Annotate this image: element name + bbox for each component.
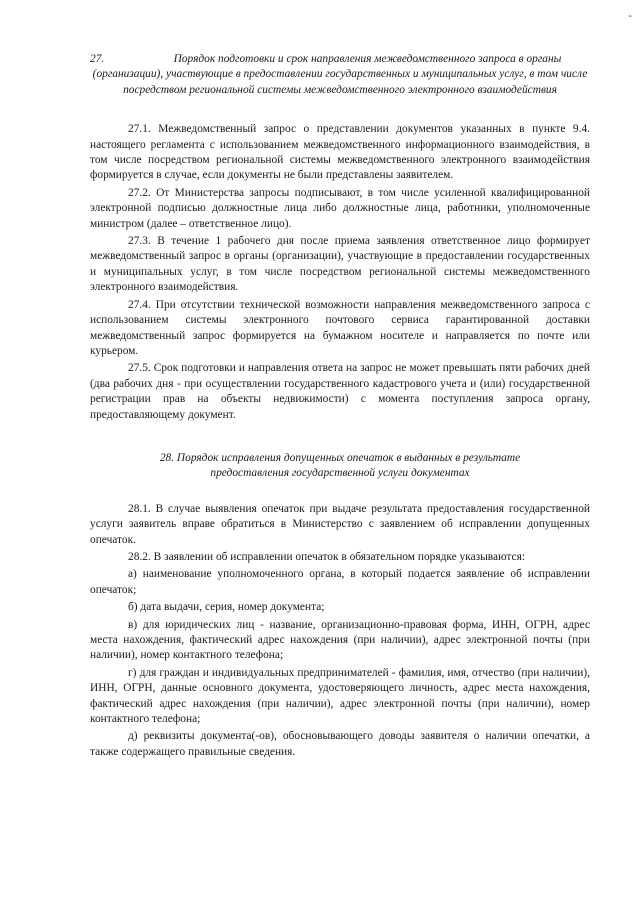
paragraph-28-1: 28.1. В случае выявления опечаток при выдаче результата предоставления государственной услуги заявитель вправе обратиться в Министерство с заявлением об исправлении допущенных опечаток. [90,502,590,546]
paragraph-27-3: 27.3. В течение 1 рабочего дня после приема заявления ответственное лицо формирует межведомственный запрос в органы (организации), участвующие в предоставлении государственных и муниципальных услуг, в том числе посредством региональной системы межведомственного электронного взаимодействия. [90,235,590,294]
section-27-number: 27. [90,53,105,65]
section-gap [90,425,590,451]
section-27-heading [90,52,590,98]
list-item-d: д) реквизиты документа(-ов), обосновывающего доводы заявителя о наличии опечатки, а также содержащего правильные сведения. [90,730,590,758]
section-28-number: 28. [159,451,175,464]
paragraph-27-4: 27.4. При отсутствии технической возможности направления межведомственного запроса с использованием системы электронного почтового сервиса гарантированной доставки межведомственный запрос формируется на бумажном носителе и направляется по почте или курьером. [90,298,590,357]
list-item-g: г) для граждан и индивидуальных предпринимателей - фамилия, имя, отчество (при наличии), ИНН, ОГРН, данные основного документа, удостоверяющего личность, адрес места нахождения, фактический адрес нахождения (при наличии), адрес электронной почты (при наличии), номер контактного телефона; [90,666,590,726]
section-27-title-line1: Порядок подготовки и срок направления межведомственного запроса в органы [173,53,562,65]
paragraph-27-1: 27.1. Межведомственный запрос о представлении документов указанных в пункте 9.4. настоящего регламента с использованием межведомственного информационного взаимодействия, в том числе посредством региональной системы межведомственного электронного взаимодействия формируется в случае, если документы не были представлены заявителем. [90,123,590,182]
list-item-a: а) наименование уполномоченного органа, в который подается заявление об исправлении опечаток; [90,568,590,596]
paragraph-28-2: 28.2. В заявлении об исправлении опечаток в обязательном порядке указываются: [128,550,526,563]
document-page [90,52,590,762]
section-28-title-line2: предоставления государственной услуги документах [210,467,470,480]
section-27-title-rest: (организации), участвующие в предоставлении государственных и муниципальных услуг, в том числе посредством региональной системы межведомственного электронного взаимодействия [92,68,588,96]
paragraph-27-2: 27.2. От Министерства запросы подписывают, в том числе усиленной квалифицированной электронной подписью должностные лица либо должностные лица, работники, уполномоченные министром (далее – ответственное лицо). [90,186,590,230]
section-28-title-line1: Порядок исправления допущенных опечаток в выданных в результате [176,451,521,464]
corner-mark: - [628,10,632,22]
section-28-heading [90,451,590,482]
paragraph-27-5: 27.5. Срок подготовки и направления ответа на запрос не может превышать пяти рабочих дней (два рабочих дня - при осуществлении государственного кадастрового учета и (или) государственной регистрации прав на объекты недвижимости) с момента поступления запроса органу, предоставляющему документ. [90,362,590,421]
list-item-v: в) для юридических лиц - название, организационно-правовая форма, ИНН, ОГРН, адрес места нахождения, фактический адрес нахождения (при наличии), адрес электронной почты (при наличии), номер контактного телефона; [90,618,590,662]
list-item-b: б) дата выдачи, серия, номер документа; [128,601,325,614]
